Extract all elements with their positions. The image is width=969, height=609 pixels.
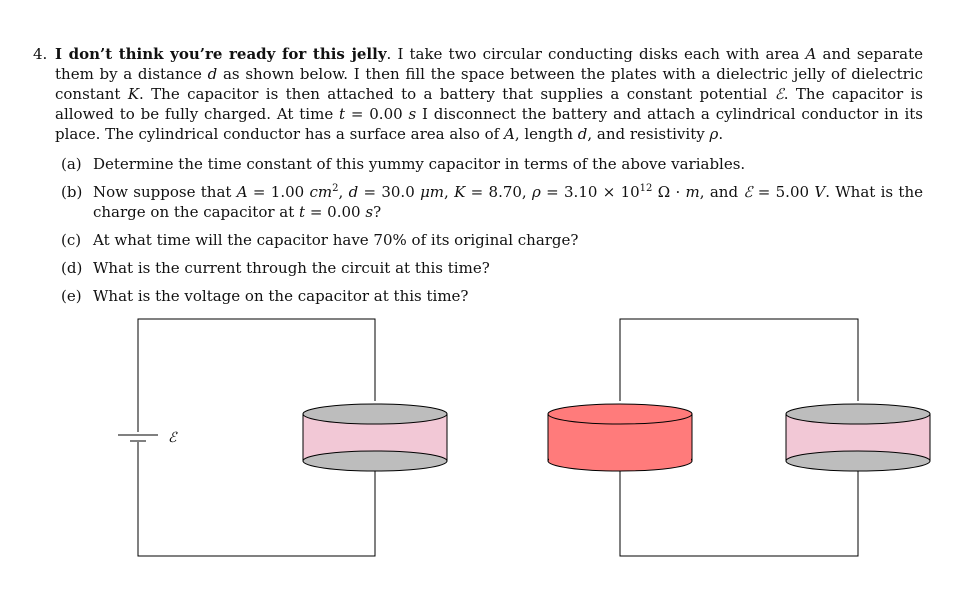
part-label: (b) [61, 183, 83, 201]
wire-right-bottom [620, 471, 858, 556]
part-text: At what time will the capacitor have 70% of its original charge? [93, 231, 579, 249]
bottom-plate [786, 451, 930, 471]
part-label: (c) [61, 231, 82, 249]
emf-label: ℰ [168, 430, 177, 446]
capacitor-right [786, 404, 930, 471]
capacitor-left [303, 404, 447, 471]
wire-right-top [620, 319, 858, 401]
problem-number: 4. [33, 45, 48, 63]
part-label: (a) [61, 155, 82, 173]
part-text: What is the voltage on the capacitor at this time? [93, 287, 469, 305]
part-text: Determine the time constant of this yummy capacitor in terms of the above variables. [93, 155, 746, 173]
cylindrical-resistor [548, 404, 692, 471]
problem-title: I don’t think you’re ready for this jelly [55, 45, 387, 63]
resistor-top [548, 404, 692, 424]
part-text: Now suppose that A = 1.00 $cm^2$, d = 30.0 μm, K = 8.70, $\rho = 3.10 \times 10^{12}$ Ω · m, and ℰ = 5.00 V. What is the charge on the capacitor at t = 0.00 s? [93, 183, 923, 221]
bottom-plate [303, 451, 447, 471]
top-plate [303, 404, 447, 424]
part-text: What is the current through the circuit at this time? [93, 259, 490, 277]
problem-text: . I take two circular conducting disks each with area A and separate them by a distance d as shown below. I then fill the space between the plates with a dielectric jelly of dielectric constant K. The capacitor is then attached to a battery that supplies a constant potential ℰ. The capacitor is allowed to be fully charged. At time t = 0.00 s I disconnect the battery and attach a cylindrical conductor in its place. The cylindrical conductor has a surface area also of A, length d, and resistivity ρ. [55, 45, 924, 143]
top-plate [786, 404, 930, 424]
part-label: (d) [61, 259, 83, 277]
part-label: (e) [61, 287, 82, 305]
